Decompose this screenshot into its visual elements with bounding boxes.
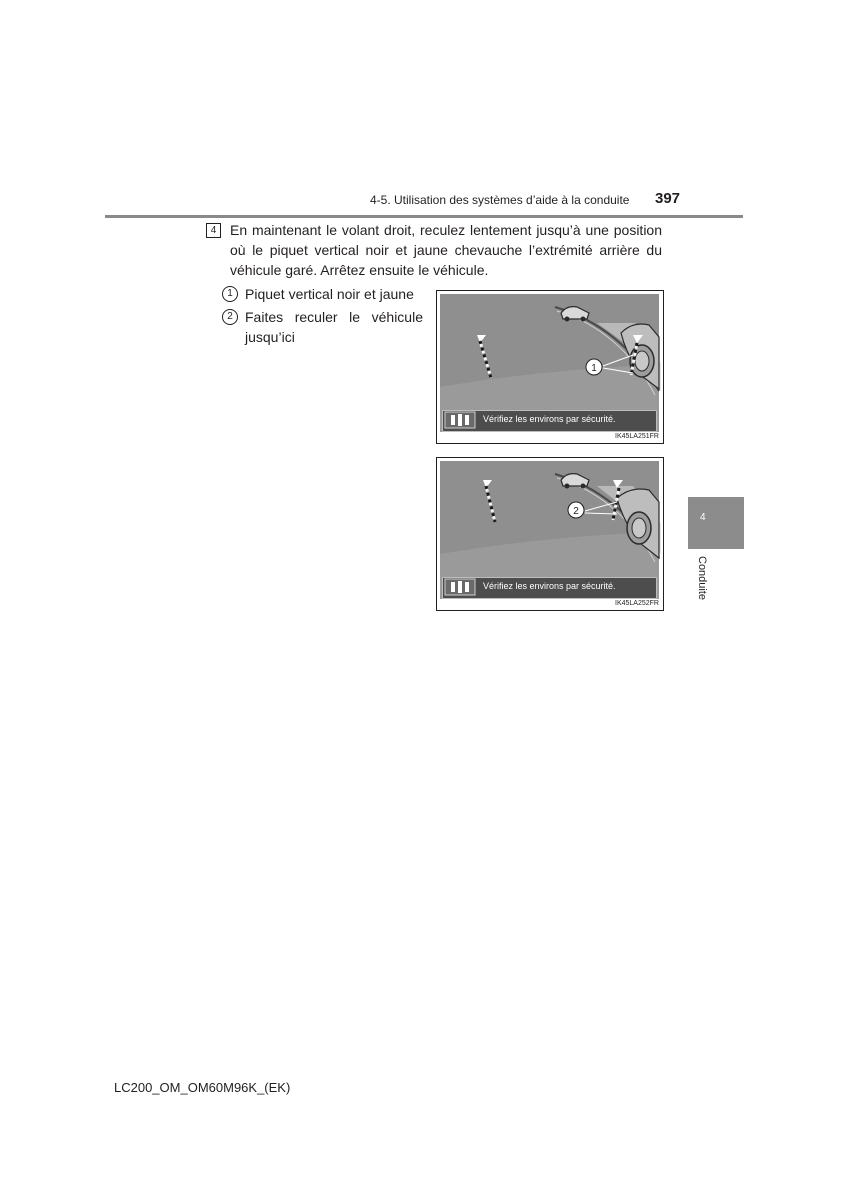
sensor-icon	[443, 411, 477, 429]
header-rule	[105, 215, 743, 218]
item-number-circle: 1	[222, 286, 238, 302]
figure-code: IK45LA252FR	[615, 600, 659, 607]
safety-message: Vérifiez les environs par sécurité.	[483, 581, 616, 591]
item-number-circle: 2	[222, 309, 238, 325]
callout-number: 1	[591, 363, 597, 374]
chapter-label: Conduite	[696, 556, 708, 601]
step-text: En maintenant le volant droit, reculez lentement jusqu’à une position où le piquet vertical noir et jaune chevauche l’extrémité arrière du véhicule garé. Arrêtez ensuite le véhicule.	[230, 222, 662, 278]
item-text: Faites reculer le véhicule jusqu’ici	[245, 309, 423, 345]
safety-message: Vérifiez les environs par sécurité.	[483, 414, 616, 424]
chapter-tab	[688, 497, 744, 549]
camera-figure-2	[436, 457, 664, 611]
camera-status-bar	[442, 577, 657, 599]
camera-figure-1	[436, 290, 664, 444]
sensor-icon	[443, 578, 477, 596]
step-number-box: 4	[206, 223, 221, 238]
section-title: 4-5. Utilisation des systèmes d’aide à la conduite	[370, 193, 630, 207]
callout-number: 2	[573, 506, 579, 517]
camera-status-bar	[442, 410, 657, 432]
footer-code: LC200_OM_OM60M96K_(EK)	[114, 1080, 291, 1095]
figure-code: IK45LA251FR	[615, 433, 659, 440]
chapter-number: 4	[700, 512, 706, 523]
item-text: Piquet vertical noir et jaune	[245, 286, 414, 302]
page-number: 397	[655, 190, 681, 207]
